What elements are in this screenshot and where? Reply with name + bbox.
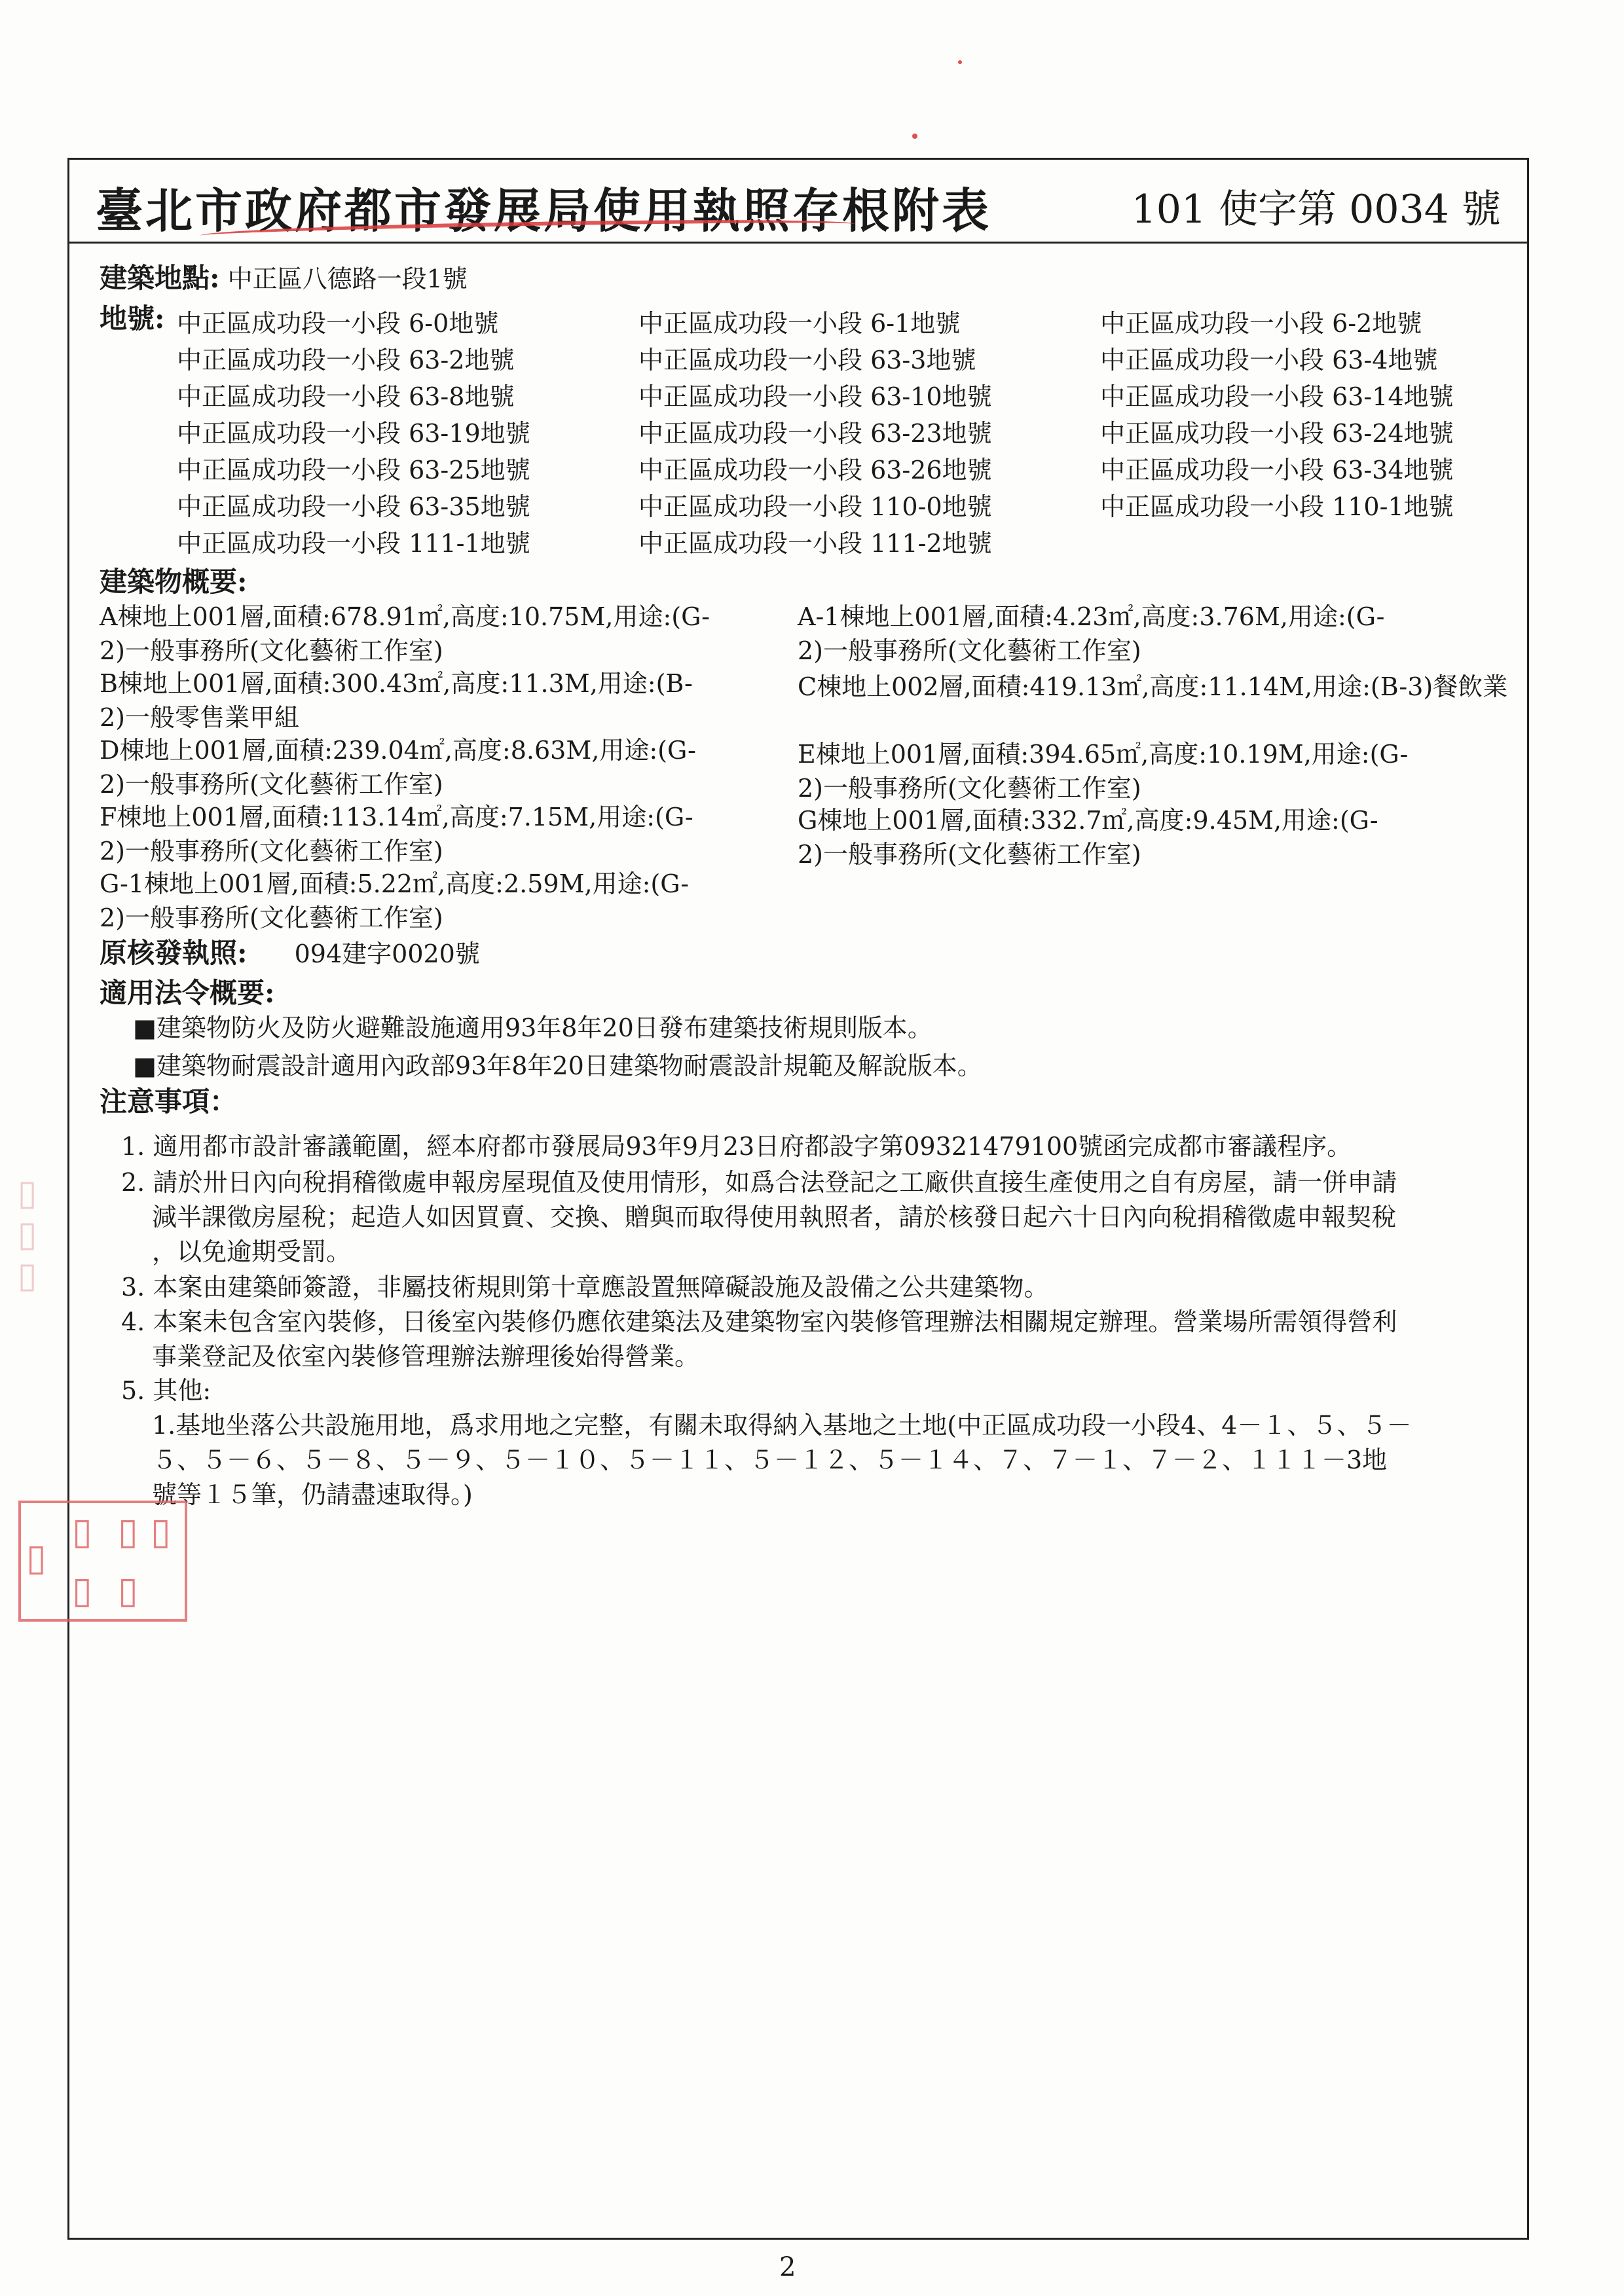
- note-line: 2. 請於卅日內向稅捐稽徵處申報房屋現值及使用情形，如爲合法登記之工廠供直接生產使用之自有房屋，請一併申請: [121, 1168, 1397, 1197]
- parcel-number: 中正區成功段一小段 63-2地號: [177, 346, 515, 374]
- building-line: 2)一般事務所(文化藝術工作室): [798, 840, 1141, 869]
- parcel-number: 中正區成功段一小段 6-1地號: [638, 309, 961, 338]
- note-line: 1.基地坐落公共設施用地，爲求用地之完整，有關未取得納入基地之土地(中正區成功段一小段4、4－１、５、５－: [152, 1411, 1412, 1440]
- building-line: C棟地上002層,面積:419.13㎡,高度:11.14M,用途:(B-3)餐飲業: [798, 672, 1508, 701]
- seal-glyph: ▯: [72, 1569, 92, 1612]
- building-line: A-1棟地上001層,面積:4.23㎡,高度:3.76M,用途:(G-: [798, 602, 1385, 631]
- parcel-number: 中正區成功段一小段 63-24地號: [1100, 419, 1454, 448]
- parcel-number: 中正區成功段一小段 63-25地號: [177, 456, 530, 484]
- note-line: 5. 其他:: [121, 1376, 212, 1405]
- parcel-number: 中正區成功段一小段 63-19地號: [177, 419, 530, 448]
- parcel-number: 中正區成功段一小段 63-14地號: [1100, 382, 1454, 411]
- original-permit-row: [100, 938, 480, 970]
- building-line: G-1棟地上001層,面積:5.22㎡,高度:2.59M,用途:(G-: [100, 869, 690, 898]
- building-line: E棟地上001層,面積:394.65㎡,高度:10.19M,用途:(G-: [798, 740, 1409, 769]
- parcel-number: 中正區成功段一小段 111-2地號: [638, 529, 992, 558]
- parcel-number: 中正區成功段一小段 110-1地號: [1100, 492, 1454, 521]
- bleed-through-stamp: ▯▯▯: [7, 1172, 48, 1296]
- parcel-number: 中正區成功段一小段 63-8地號: [177, 382, 515, 411]
- note-line: ５、５－６、５－８、５－９、５－１０、５－１１、５－１２、５－１４、７、７－１、７－２、１１１－3地: [152, 1446, 1388, 1474]
- parcel-number: 中正區成功段一小段 63-34地號: [1100, 456, 1454, 484]
- notes-label: 注意事項：: [100, 1085, 238, 1118]
- note-line: 號等１５筆，仍請盡速取得。): [152, 1480, 473, 1509]
- permit-number: 101 使字第 0034 號: [1131, 187, 1501, 232]
- regulations-label: 適用法令概要:: [100, 977, 275, 1009]
- building-line: G棟地上001層,面積:332.7㎡,高度:9.45M,用途:(G-: [798, 806, 1378, 835]
- original-permit-value: 094建字0020號: [294, 939, 480, 968]
- parcels-label: 地號:: [100, 302, 165, 335]
- seal-glyph: ▯: [151, 1510, 171, 1553]
- buildings-label: 建築物概要:: [100, 566, 248, 598]
- seal-glyph: ▯: [26, 1536, 46, 1579]
- parcel-number: 中正區成功段一小段 110-0地號: [638, 492, 992, 521]
- building-line: 2)一般事務所(文化藝術工作室): [100, 636, 443, 665]
- parcel-number: 中正區成功段一小段 6-0地號: [177, 309, 499, 338]
- red-speck: [912, 134, 917, 139]
- note-line: 3. 本案由建築師簽證，非屬技術規則第十章應設置無障礙設施及設備之公共建築物。: [121, 1273, 1049, 1302]
- building-line: 2)一般事務所(文化藝術工作室): [100, 770, 443, 799]
- note-line: 4. 本案未包含室內裝修，日後室內裝修仍應依建築法及建築物室內裝修管理辦法相關規定辦理。營業場所需領得營利: [121, 1307, 1397, 1336]
- regulation-item: ■建築物防火及防火避難設施適用93年8年20日發布建築技術規則版本。: [133, 1013, 932, 1042]
- building-line: 2)一般事務所(文化藝術工作室): [798, 774, 1141, 803]
- building-line: F棟地上001層,面積:113.14㎡,高度:7.15M,用途:(G-: [100, 803, 693, 831]
- parcel-number: 中正區成功段一小段 63-23地號: [638, 419, 992, 448]
- seal-glyph: ▯: [118, 1569, 138, 1612]
- page-number: 2: [779, 2252, 796, 2282]
- red-speck: [958, 60, 962, 64]
- building-line: B棟地上001層,面積:300.43㎡,高度:11.3M,用途:(B-: [100, 669, 693, 698]
- seal-glyph: ▯: [118, 1510, 138, 1553]
- building-line: 2)一般事務所(文化藝術工作室): [798, 636, 1141, 665]
- parcel-number: 中正區成功段一小段 63-3地號: [638, 346, 976, 374]
- building-line: 2)一般零售業甲組: [100, 703, 300, 732]
- parcel-number: 中正區成功段一小段 63-10地號: [638, 382, 992, 411]
- note-line: 事業登記及依室內裝修管理辦法辦理後始得營業。: [152, 1342, 700, 1371]
- address-row: [100, 263, 468, 295]
- building-line: A棟地上001層,面積:678.91㎡,高度:10.75M,用途:(G-: [100, 602, 710, 631]
- parcel-number: 中正區成功段一小段 111-1地號: [177, 529, 530, 558]
- original-permit-label: 原核發執照:: [100, 937, 248, 969]
- parcel-number: 中正區成功段一小段 63-26地號: [638, 456, 992, 484]
- note-line: 減半課徵房屋稅；起造人如因買賣、交換、贈與而取得使用執照者，請於核發日起六十日內向稅捐稽徵處申報契稅: [152, 1203, 1397, 1231]
- parcel-number: 中正區成功段一小段 63-4地號: [1100, 346, 1438, 374]
- parcel-number: 中正區成功段一小段 6-2地號: [1100, 309, 1422, 338]
- building-line: 2)一般事務所(文化藝術工作室): [100, 903, 443, 932]
- address-value: 中正區八德路一段1號: [227, 264, 468, 293]
- note-line: 1. 適用都市設計審議範圍，經本府都市發展局93年9月23日府都設字第09321479100號函完成都市審議程序。: [121, 1132, 1352, 1161]
- official-seal: [18, 1501, 187, 1622]
- page-title: 臺北市政府都市發展局使用執照存根附表: [96, 183, 992, 238]
- address-label: 建築地點:: [100, 262, 220, 294]
- seal-glyph: ▯: [72, 1510, 92, 1553]
- parcel-number: 中正區成功段一小段 63-35地號: [177, 492, 530, 521]
- note-line: ，以免逾期受罰。: [152, 1237, 352, 1266]
- title-bar: [69, 160, 1527, 244]
- regulation-item: ■建築物耐震設計適用內政部93年8年20日建築物耐震設計規範及解說版本。: [133, 1051, 982, 1080]
- building-line: 2)一般事務所(文化藝術工作室): [100, 837, 443, 866]
- building-line: D棟地上001層,面積:239.04㎡,高度:8.63M,用途:(G-: [100, 736, 696, 765]
